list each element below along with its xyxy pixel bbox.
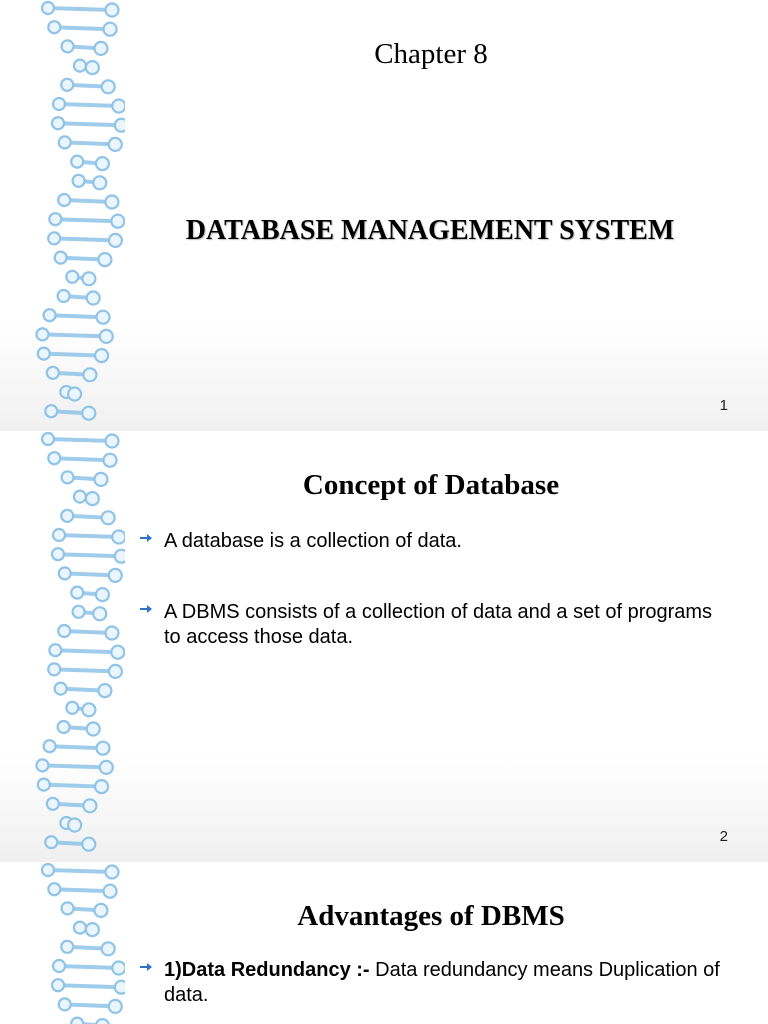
bullet-arrow-icon xyxy=(140,605,152,613)
slide-3 xyxy=(0,862,768,1024)
dna-strand-decoration xyxy=(35,862,125,1024)
bullet-list xyxy=(140,529,730,650)
bullet-arrow-icon xyxy=(140,963,152,971)
page-number: 2 xyxy=(719,828,728,845)
page-number: 1 xyxy=(719,397,728,414)
chapter-title: Chapter 8 xyxy=(374,38,488,70)
bullet-item: A database is a collection of data. xyxy=(140,529,730,554)
bullet-item: 1)Data Redundancy :- Data redundancy means Duplication of data. xyxy=(140,958,730,1008)
slide-title: Advantages of DBMS xyxy=(297,900,565,932)
slide-1 xyxy=(0,0,768,431)
bullet-arrow-icon xyxy=(140,534,152,542)
slide-title: Concept of Database xyxy=(302,469,560,501)
slide-2 xyxy=(0,431,768,862)
bullet-item: A DBMS consists of a collection of data and a set of programs to access those data. xyxy=(140,600,730,650)
chapter-subtitle: DATABASE MANAGEMENT SYSTEM xyxy=(185,215,675,246)
bullet-list xyxy=(140,958,730,1008)
